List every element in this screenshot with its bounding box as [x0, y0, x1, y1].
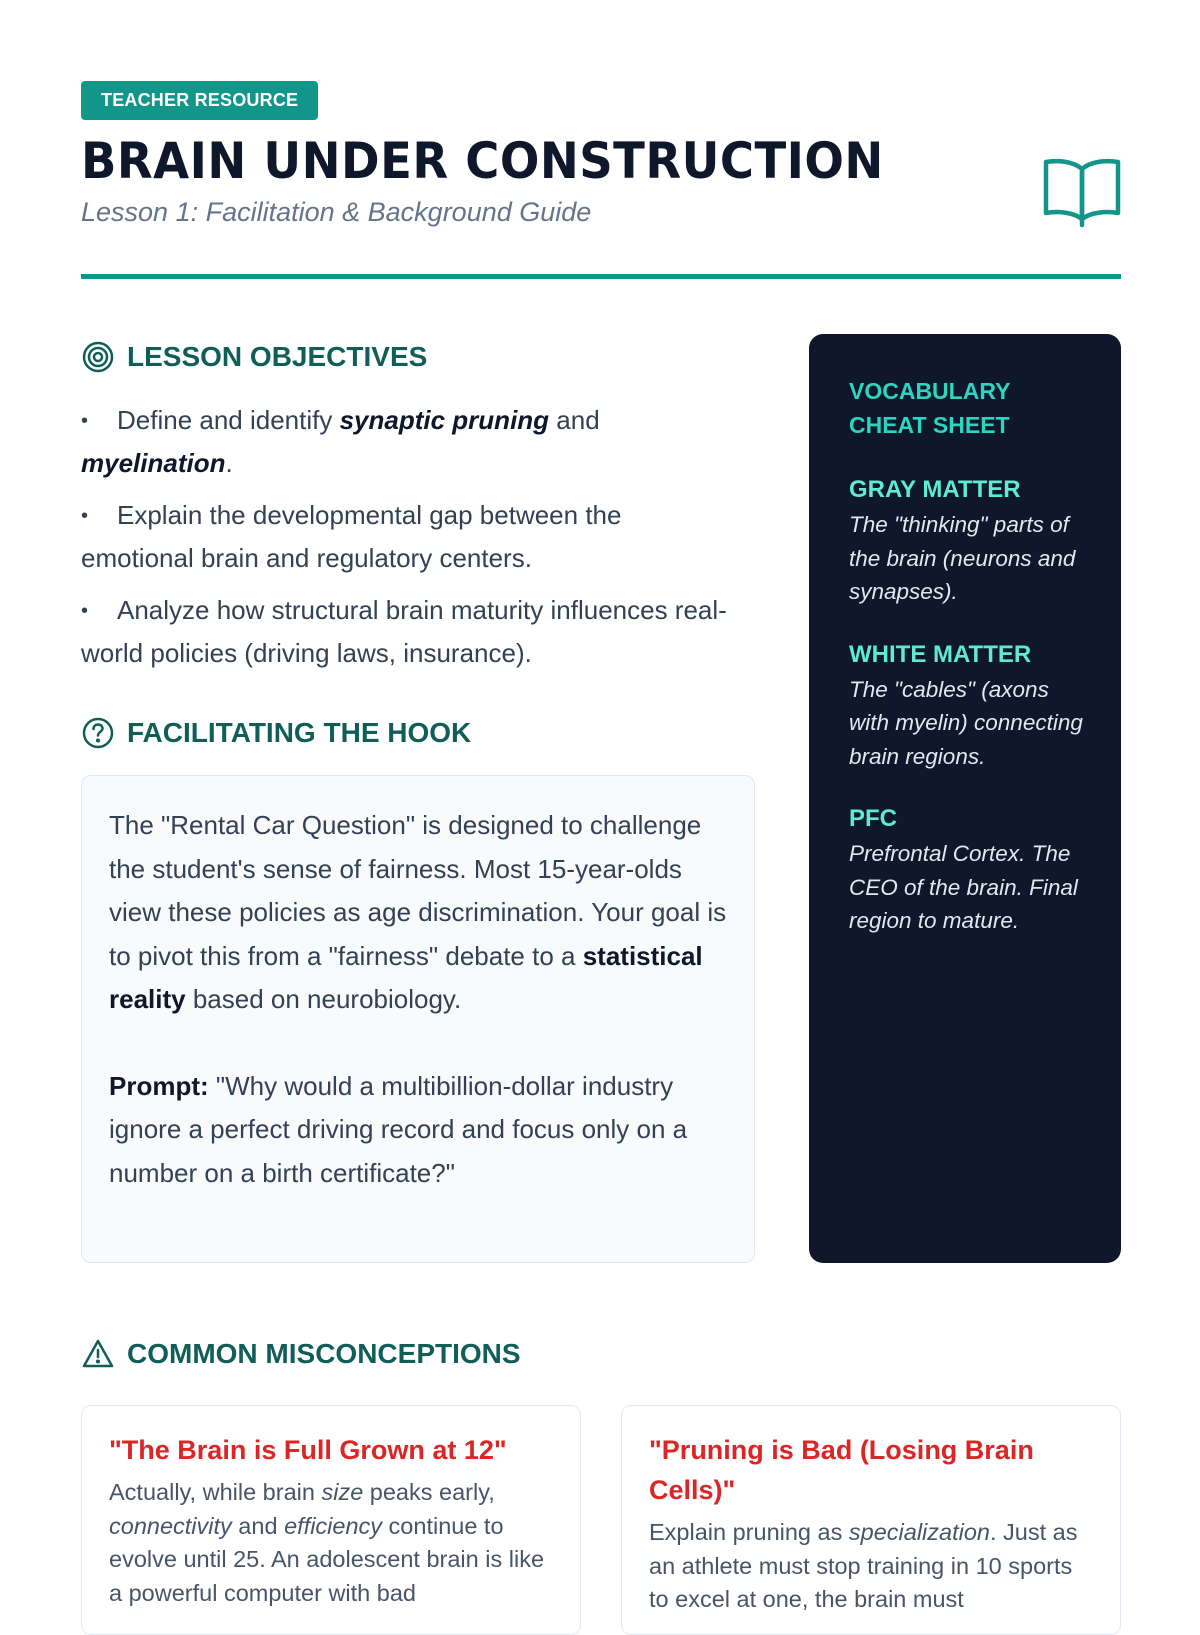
- objective-text: Define and identify: [117, 405, 340, 435]
- term-synaptic-pruning: synaptic pruning: [339, 405, 550, 435]
- term-myelination: myelination: [81, 448, 226, 478]
- hook-header: [81, 716, 471, 750]
- warning-triangle-icon: [81, 1337, 115, 1371]
- vocabulary-title: VOCABULARY CHEAT SHEET: [849, 378, 1011, 438]
- bullet-icon: [81, 400, 117, 443]
- question-circle-icon: [81, 716, 115, 750]
- vocab-term: GRAY MATTER: [849, 476, 1021, 503]
- misconception-text: Explain pruning as specialization. Just as an athlete must stop training in 10 sports to excel at one, the brain must: [649, 1519, 1078, 1612]
- page-subtitle: Lesson 1: Facilitation & Background Guide: [81, 197, 592, 227]
- prompt-text: "Why would a multibillion-dollar industry ignore a perfect driving record and focus only on a number on a birth certificate?": [109, 1070, 688, 1188]
- list-item: [81, 590, 741, 673]
- hook-prompt: [109, 1065, 727, 1196]
- open-book-icon: [1043, 155, 1121, 229]
- hook-box: [81, 775, 755, 1263]
- misconceptions-header: [81, 1337, 521, 1371]
- vocab-term: PFC: [849, 805, 897, 832]
- hook-text: The "Rental Car Question" is designed to challenge the student's sense of fairness. Most 15-year-olds view these policies as age discrimination. Your goal is to pivot this from a "fairness" debate to a: [109, 810, 727, 971]
- misconception-title: "The Brain is Full Grown at 12": [109, 1435, 507, 1465]
- misconception-text: Actually, while brain size peaks early, connectivity and efficiency continue to evolve until 25. An adolescent brain is like a powerful computer with bad: [109, 1479, 545, 1606]
- hook-heading: FACILITATING THE HOOK: [127, 717, 472, 748]
- objective-text: Explain the developmental gap between the emotional brain and regulatory centers.: [81, 500, 622, 573]
- vocabulary-sidebar: [809, 334, 1121, 1263]
- objective-text: and: [549, 405, 600, 435]
- objective-text: Analyze how structural brain maturity influences real-world policies (driving laws, insurance).: [81, 595, 727, 668]
- misconception-title: "Pruning is Bad (Losing Brain Cells)": [649, 1435, 1034, 1505]
- misconception-card: [81, 1405, 581, 1635]
- objective-text: .: [225, 448, 233, 478]
- bullet-icon: [81, 590, 117, 633]
- objectives-heading: LESSON OBJECTIVES: [127, 341, 428, 372]
- header-divider: [81, 274, 1121, 279]
- misconceptions-heading: COMMON MISCONCEPTIONS: [127, 1338, 521, 1369]
- list-item: [81, 400, 741, 483]
- list-item: [81, 495, 741, 578]
- vocab-term: WHITE MATTER: [849, 640, 1032, 668]
- vocab-definition: Prefrontal Cortex. The CEO of the brain. Final region to mature.: [849, 841, 1078, 933]
- bullet-icon: [81, 495, 117, 538]
- misconception-card: [621, 1405, 1121, 1635]
- teacher-resource-badge: TEACHER RESOURCE: [81, 81, 318, 120]
- objectives-list: [81, 400, 741, 685]
- hook-text: based on neurobiology.: [185, 984, 462, 1014]
- hook-emphasis: statistical reality: [109, 940, 703, 1014]
- vocab-definition: The "thinking" parts of the brain (neurons and synapses).: [849, 512, 1076, 604]
- target-icon: [81, 340, 115, 374]
- page-title: BRAIN UNDER CONSTRUCTION: [81, 132, 884, 190]
- hook-paragraph: [109, 804, 727, 1022]
- objectives-header: [81, 340, 427, 374]
- vocab-definition: The "cables" (axons with myelin) connecting brain regions.: [849, 676, 1083, 769]
- prompt-label: Prompt:: [109, 1070, 209, 1101]
- page: [81, 0, 1121, 1612]
